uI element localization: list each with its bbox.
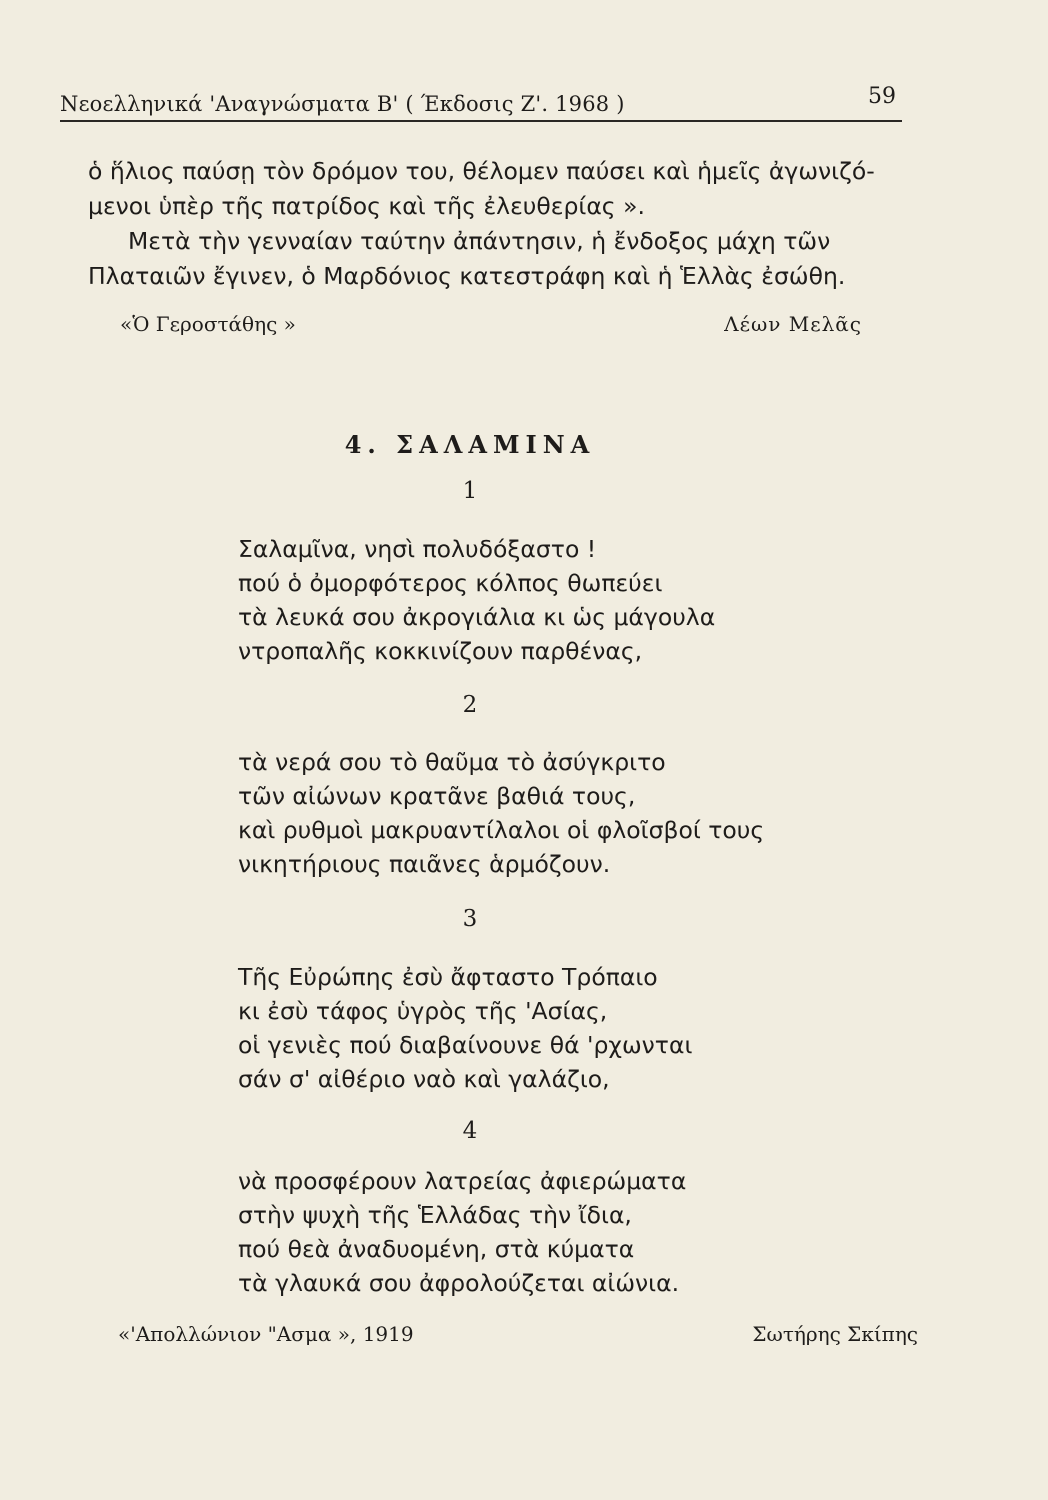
stanza-1 bbox=[238, 532, 938, 668]
citation-author: Λέων Μελᾶς bbox=[724, 312, 862, 336]
verse-line: νὰ προσφέρουν λατρείας ἀφιερώματα bbox=[238, 1167, 687, 1195]
stanza-number: 3 bbox=[462, 906, 478, 932]
verse-line: τὰ νερά σου τὸ θαῦμα τὸ ἀσύγκριτο bbox=[238, 748, 666, 776]
running-header bbox=[60, 84, 902, 122]
citation-source: «'Απολλώνιον "Ασμα », 1919 bbox=[118, 1322, 414, 1346]
stanza-number: 2 bbox=[462, 692, 478, 718]
verse-line: πού ὁ ὀμορφότερος κόλπος θωπεύει bbox=[238, 569, 663, 597]
stanza-number: 1 bbox=[462, 478, 478, 504]
prose-line: Πλαταιῶν ἔγινεν, ὁ Μαρδόνιος κατεστράφη καὶ ἡ Ἑλλὰς ἐσώθη. bbox=[88, 262, 846, 290]
prose-line: ὁ ἥλιος παύσῃ τὸν δρόμον του, θέλομεν παύσει καὶ ἡμεῖς ἀγωνιζό- bbox=[88, 157, 875, 185]
verse-line: νικητήριους παιᾶνες ἁρμόζουν. bbox=[238, 850, 611, 878]
verse-line: πού θεὰ ἀναδυομένη, στὰ κύματα bbox=[238, 1235, 635, 1263]
citation-second bbox=[118, 1322, 918, 1352]
citation-first bbox=[120, 312, 862, 342]
prose-line: μενοι ὑπὲρ τῆς πατρίδος καὶ τῆς ἐλευθερίας ». bbox=[88, 192, 645, 220]
verse-line: οἱ γενιὲς πού διαβαίνουνε θά 'ρχωνται bbox=[238, 1031, 693, 1059]
verse-line: κι ἐσὺ τάφος ὑγρὸς τῆς 'Ασίας, bbox=[238, 997, 608, 1025]
stanza-2 bbox=[238, 745, 938, 881]
verse-line: τὰ γλαυκά σου ἀφρολούζεται αἰώνια. bbox=[238, 1269, 680, 1297]
verse-line: σάν σ' αἰθέριο ναὸ καὶ γαλάζιο, bbox=[238, 1065, 610, 1093]
verse-line: Τῆς Εὐρώπης ἐσὺ ἄφταστο Τρόπαιο bbox=[238, 963, 658, 991]
stanza-3 bbox=[238, 960, 938, 1096]
verse-line: στὴν ψυχὴ τῆς Ἑλλάδας τὴν ἴδια, bbox=[238, 1201, 632, 1229]
citation-author: Σωτήρης Σκίπης bbox=[752, 1322, 918, 1346]
poem-title: 4. ΣΑΛΑΜΙΝΑ bbox=[344, 430, 596, 459]
stanza-4 bbox=[238, 1164, 938, 1300]
prose-text bbox=[88, 154, 908, 294]
verse-line: τὰ λευκά σου ἀκρογιάλια κι ὡς μάγουλα bbox=[238, 603, 716, 631]
running-title: Νεοελληνικά 'Αναγνώσματα Β' ( Έκδοσις Ζ'. 1968 ) bbox=[60, 92, 625, 116]
page-number: 59 bbox=[868, 84, 896, 109]
verse-line: καὶ ρυθμοὶ μακρυαντίλαλοι οἱ φλοῖσβοί τους bbox=[238, 816, 765, 844]
verse-line: Σαλαμῖνα, νησὶ πολυδόξαστο ! bbox=[238, 535, 597, 563]
prose-line: Μετὰ τὴν γενναίαν ταύτην ἀπάντησιν, ἡ ἔνδοξος μάχη τῶν bbox=[128, 227, 831, 255]
stanza-number: 4 bbox=[462, 1118, 478, 1144]
verse-line: τῶν αἰώνων κρατᾶνε βαθιά τους, bbox=[238, 782, 636, 810]
citation-source: «Ὁ Γεροστάθης » bbox=[120, 312, 296, 336]
verse-line: ντροπαλῆς κοκκινίζουν παρθένας, bbox=[238, 637, 643, 665]
